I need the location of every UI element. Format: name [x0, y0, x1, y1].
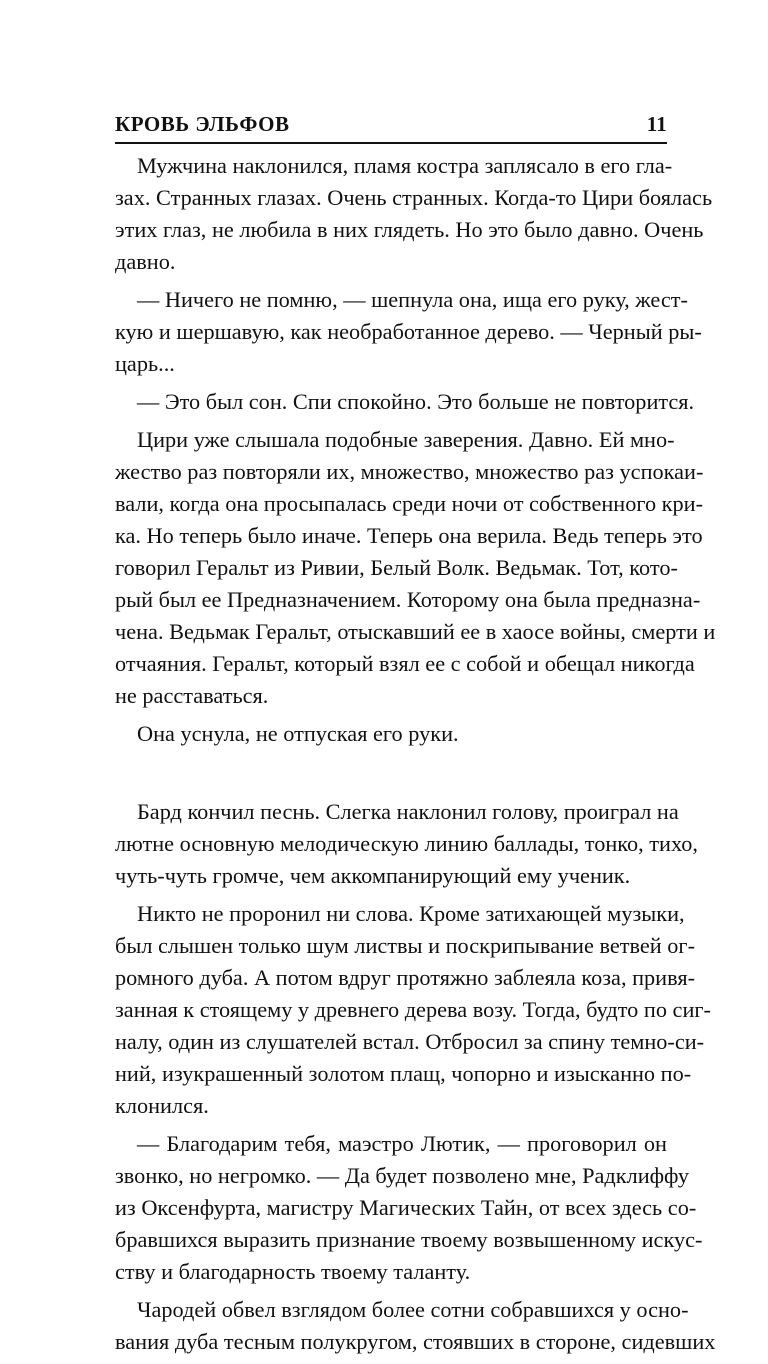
text-line: вания дуба тесным полукругом, стоявших в стороне, сидевших: [115, 1329, 716, 1354]
book-page: [115, 112, 716, 1364]
text-line: ка. Но теперь было иначе. Теперь она верила. Ведь теперь это: [115, 523, 703, 548]
text-line: Бард кончил песнь. Слегка наклонил голову, проиграл на: [137, 799, 679, 824]
text-line: из Оксенфурта, магистру Магических Тайн, от всех здесь со-: [115, 1195, 697, 1220]
text-line: клонился.: [115, 1093, 209, 1118]
text-line: Мужчина наклонился, пламя костра заплясало в его гла-: [137, 153, 673, 178]
paragraph: [115, 1128, 703, 1288]
text-line: — Ничего не помню, — шепнула она, ища его руку, жест-: [137, 287, 688, 312]
text-line: бравшихся выразить признание твоему возвышенному искус-: [115, 1227, 703, 1252]
text-line: — Это был сон. Спи спокойно. Это больше не повторится.: [137, 389, 695, 414]
paragraph: [115, 898, 711, 1122]
text-line: рый был ее Предназначением. Которому она была предназна-: [115, 587, 701, 612]
text-line: ний, изукрашенный золотом плащ, чопорно и изысканно по-: [115, 1061, 692, 1086]
section-break: [115, 756, 667, 796]
text-line: этих глаз, не любила в них глядеть. Но это было давно. Очень: [115, 217, 704, 242]
text-line: налу, один из слушателей встал. Отбросил за спину темно-си-: [115, 1029, 705, 1054]
text-line: царь...: [115, 351, 175, 376]
text-line: ству и благодарность твоему таланту.: [115, 1259, 471, 1284]
paragraph: [115, 424, 716, 712]
text-line: занная к стоящему у древнего дерева возу. Тогда, будто по сиг-: [115, 997, 711, 1022]
text-line: Она уснула, не отпуская его руки.: [137, 721, 459, 746]
paragraph: [115, 718, 667, 750]
paragraph: [115, 796, 698, 892]
paragraph: [115, 284, 702, 380]
text-line: кую и шершавую, как необработанное дерево. — Черный ры-: [115, 319, 702, 344]
text-line: был слышен только шум листвы и поскрипывание ветвей ог-: [115, 933, 696, 958]
text-line: говорил Геральт из Ривии, Белый Волк. Ведьмак. Тот, кото-: [115, 555, 678, 580]
text-line: ромного дуба. А потом вдруг протяжно заблеяла коза, привя-: [115, 965, 696, 990]
page-number: 11: [646, 112, 667, 136]
body-text: [115, 150, 716, 1358]
text-line: жество раз повторяли их, множество, множество раз успокаи-: [115, 459, 704, 484]
paragraph: [115, 1294, 716, 1358]
text-line: вали, когда она просыпалась среди ночи от собственного кри-: [115, 491, 704, 516]
running-header: [115, 112, 667, 144]
text-line: чена. Ведьмак Геральт, отыскавший ее в хаосе войны, смерти и: [115, 619, 716, 644]
paragraph: [115, 150, 713, 278]
book-title: КРОВЬ ЭЛЬФОВ: [115, 112, 290, 136]
text-line: звонко, но негромко. — Да будет позволено мне, Радклиффу: [115, 1163, 689, 1188]
text-line: чуть-чуть громче, чем аккомпанирующий ему ученик.: [115, 863, 631, 888]
paragraph: [115, 386, 695, 418]
text-line: давно.: [115, 249, 176, 274]
text-line: зах. Странных глазах. Очень странных. Когда-то Цири боялась: [115, 185, 713, 210]
text-line: — Благодарим тебя, маэстро Лютик, — проговорил он: [137, 1131, 667, 1156]
text-line: не расставаться.: [115, 683, 269, 708]
text-line: Чародей обвел взглядом более сотни собравшихся у осно-: [137, 1297, 689, 1322]
text-line: Никто не проронил ни слова. Кроме затихающей музыки,: [137, 901, 685, 926]
text-line: Цири уже слышала подобные заверения. Давно. Ей мно-: [137, 427, 675, 452]
text-line: лютне основную мелодическую линию баллады, тонко, тихо,: [115, 831, 698, 856]
text-line: отчаяния. Геральт, который взял ее с собой и обещал никогда: [115, 651, 695, 676]
